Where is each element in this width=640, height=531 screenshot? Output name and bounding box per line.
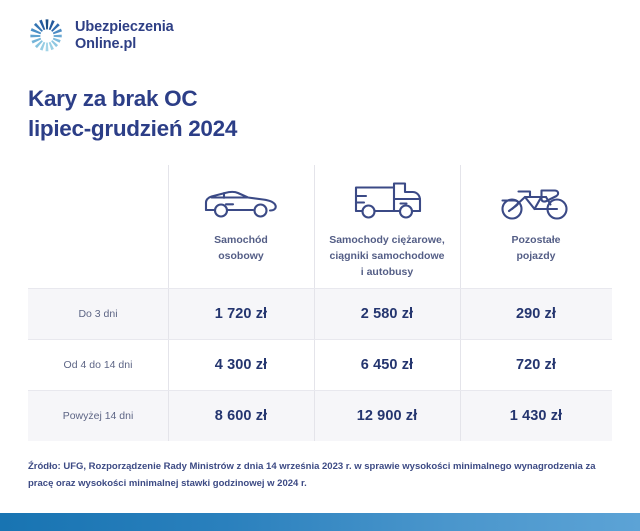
car-icon — [200, 171, 282, 233]
truck-icon — [344, 171, 430, 233]
amount-value: 1 720 zł — [214, 306, 268, 322]
bottom-accent-bar — [0, 513, 640, 531]
motorcycle-icon — [494, 171, 578, 233]
amount-value: 290 zł — [515, 306, 557, 322]
row-value-truck — [314, 391, 460, 441]
table-row — [28, 391, 612, 441]
column-header-truck-label: Samochody ciężarowe, ciągniki samochodowe i autobusy — [329, 234, 445, 278]
row-value-car — [168, 340, 314, 390]
column-header-motorcycle — [460, 165, 612, 288]
row-value-truck — [314, 289, 460, 339]
amount-value: 1 430 zł — [509, 408, 563, 424]
amount-value: 8 600 zł — [214, 408, 268, 424]
row-period-label: Od 4 do 14 dni — [63, 358, 133, 371]
row-value-motorcycle — [460, 340, 612, 390]
table-header-row — [28, 165, 612, 288]
column-header-car-label: Samochód osobowy — [214, 234, 268, 262]
row-period-label: Do 3 dni — [78, 307, 118, 320]
amount-value: 4 300 zł — [214, 357, 268, 373]
row-value-motorcycle — [460, 391, 612, 441]
row-value-motorcycle — [460, 289, 612, 339]
source-footnote: Źródło: UFG, Rozporządzenie Rady Ministrów z dnia 14 września 2023 r. w sprawie wysokości minimalnego wynagrodzenia za pracę oraz wysokości minimalnej stawki godzinowej w 2024 r. — [28, 461, 596, 489]
sunburst-logo-icon — [28, 17, 66, 55]
column-header-motorcycle-label: Pozostałe pojazdy — [511, 234, 561, 262]
table-row — [28, 289, 612, 339]
penalties-table — [28, 165, 612, 441]
table-corner-cell — [28, 165, 168, 288]
table-row — [28, 340, 612, 390]
brand-logo[interactable] — [28, 17, 174, 55]
amount-value: 2 580 zł — [360, 306, 414, 322]
page-title: Kary za brak OC lipiec-grudzień 2024 — [28, 86, 238, 141]
row-value-truck — [314, 340, 460, 390]
row-period-label: Powyżej 14 dni — [62, 409, 134, 422]
amount-value: 12 900 zł — [356, 408, 418, 424]
row-period-cell — [28, 289, 168, 339]
amount-value: 6 450 zł — [360, 357, 414, 373]
row-period-cell — [28, 391, 168, 441]
brand-name: Ubezpieczenia Online.pl — [75, 18, 174, 52]
row-period-cell — [28, 340, 168, 390]
column-header-car — [168, 165, 314, 288]
row-value-car — [168, 289, 314, 339]
amount-value: 720 zł — [515, 357, 557, 373]
row-value-car — [168, 391, 314, 441]
column-header-truck — [314, 165, 460, 288]
